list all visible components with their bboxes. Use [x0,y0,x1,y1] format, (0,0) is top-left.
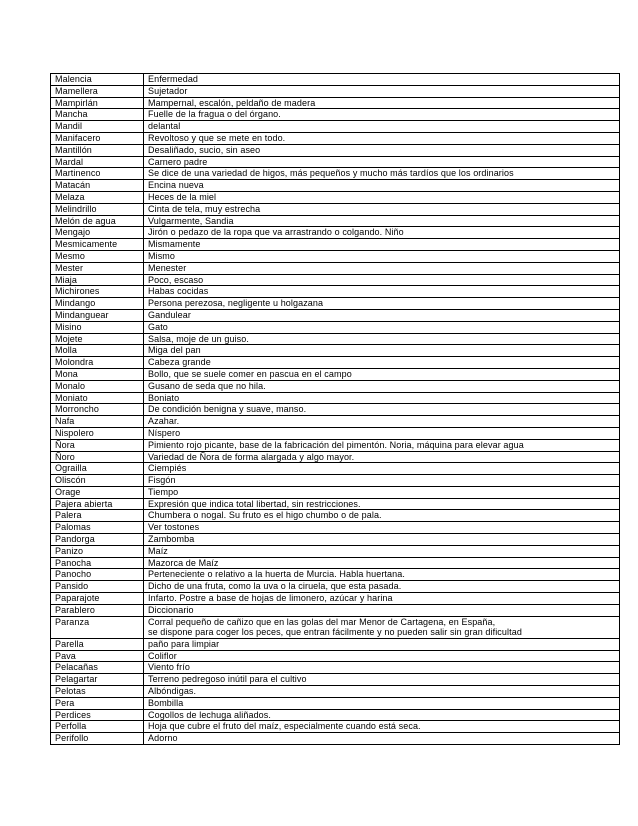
glossary-definition: Ciempiés [144,463,620,475]
glossary-term: Ograilla [51,463,144,475]
glossary-definition: Terreno pedregoso inútil para el cultivo [144,674,620,686]
glossary-row [51,321,620,333]
glossary-definition: Bombilla [144,697,620,709]
glossary-row [51,557,620,569]
glossary-row [51,333,620,345]
glossary-term: Martinenco [51,168,144,180]
glossary-definition: Gusano de seda que no hila. [144,380,620,392]
glossary-definition: Menester [144,262,620,274]
glossary-term: Mesmicamente [51,239,144,251]
glossary-row [51,286,620,298]
glossary-row [51,581,620,593]
glossary-term: Melindrillo [51,203,144,215]
glossary-term: Pera [51,697,144,709]
glossary-row [51,144,620,156]
glossary-term: Mantillón [51,144,144,156]
glossary-definition: Cabeza grande [144,357,620,369]
glossary-term: Mindanguear [51,309,144,321]
glossary-term: Panocho [51,569,144,581]
glossary-row [51,215,620,227]
glossary-row [51,463,620,475]
glossary-term: Parablero [51,604,144,616]
glossary-row [51,392,620,404]
glossary-term: Pandorga [51,534,144,546]
glossary-definition: Hoja que cubre el fruto del maíz, especialmente cuando está seca. [144,721,620,733]
glossary-definition: Maíz [144,545,620,557]
glossary-term: Panocha [51,557,144,569]
glossary-definition: Mismo [144,250,620,262]
glossary-term: Perdices [51,709,144,721]
glossary-definition: Jirón o pedazo de la ropa que va arrastrando o colgando. Niño [144,227,620,239]
glossary-definition: Mismamente [144,239,620,251]
glossary-definition: Níspero [144,427,620,439]
glossary-row [51,733,620,745]
glossary-term: Nispolero [51,427,144,439]
glossary-term: Mardal [51,156,144,168]
glossary-row [51,345,620,357]
glossary-row [51,97,620,109]
glossary-definition: Revoltoso y que se mete en todo. [144,132,620,144]
glossary-row [51,168,620,180]
glossary-row [51,427,620,439]
glossary-term: Morroncho [51,404,144,416]
glossary-row [51,109,620,121]
glossary-definition: Gato [144,321,620,333]
glossary-definition: Se dice de una variedad de higos, más pequeños y mucho más tardíos que los ordinarios [144,168,620,180]
glossary-term: Perfolla [51,721,144,733]
glossary-row [51,309,620,321]
glossary-term: Mona [51,368,144,380]
glossary-term: Mandil [51,121,144,133]
glossary-term: Matacán [51,180,144,192]
glossary-definition: Enfermedad [144,74,620,86]
glossary-term: Nafa [51,416,144,428]
glossary-term: Pava [51,650,144,662]
glossary-row [51,239,620,251]
glossary-row [51,486,620,498]
glossary-definition: Salsa, moje de un guiso. [144,333,620,345]
glossary-definition: Carnero padre [144,156,620,168]
glossary-term: Pelotas [51,686,144,698]
glossary-term: Malencia [51,74,144,86]
glossary-definition: Variedad de Ñora de forma alargada y algo mayor. [144,451,620,463]
glossary-definition: Fuelle de la fragua o del órgano. [144,109,620,121]
glossary-row [51,380,620,392]
glossary-row [51,74,620,86]
glossary-definition: Boniato [144,392,620,404]
glossary-term: Mesmo [51,250,144,262]
glossary-definition: Diccionario [144,604,620,616]
glossary-term: Melón de agua [51,215,144,227]
glossary-body [51,74,620,745]
glossary-term: Molondra [51,357,144,369]
glossary-term: Pansido [51,581,144,593]
glossary-definition: Chumbera o nogal. Su fruto es el higo chumbo o de pala. [144,510,620,522]
glossary-row [51,274,620,286]
glossary-definition: Persona perezosa, negligente u holgazana [144,298,620,310]
glossary-term: Paranza [51,616,144,638]
glossary-definition: Tiempo [144,486,620,498]
glossary-term: Palomas [51,522,144,534]
glossary-row [51,604,620,616]
glossary-row [51,250,620,262]
glossary-row [51,404,620,416]
glossary-definition: Corral pequeño de cañizo que en las golas del mar Menor de Cartagena, en España, se dispone para coger los peces, que entran fácilmente y no pueden salir sin gran dificultad [144,616,620,638]
glossary-row [51,191,620,203]
glossary-row [51,593,620,605]
glossary-row [51,227,620,239]
glossary-term: Misino [51,321,144,333]
glossary-term: Paparajote [51,593,144,605]
glossary-definition: Coliflor [144,650,620,662]
glossary-definition: Cinta de tela, muy estrecha [144,203,620,215]
glossary-term: Ñora [51,439,144,451]
glossary-row [51,156,620,168]
glossary-term: Mamellera [51,85,144,97]
glossary-row [51,416,620,428]
glossary-definition: delantal [144,121,620,133]
glossary-definition: Expresión que indica total libertad, sin restricciones. [144,498,620,510]
glossary-definition: Fisgón [144,475,620,487]
glossary-term: Moniato [51,392,144,404]
glossary-row [51,475,620,487]
glossary-term: Melaza [51,191,144,203]
glossary-definition: Poco, escaso [144,274,620,286]
glossary-term: Mengajo [51,227,144,239]
glossary-term: Monalo [51,380,144,392]
glossary-term: Orage [51,486,144,498]
glossary-row [51,85,620,97]
glossary-row [51,616,620,638]
glossary-definition: Pimiento rojo picante, base de la fabricación del pimentón. Noria, máquina para elevar agua [144,439,620,451]
glossary-definition: Sujetador [144,85,620,97]
glossary-definition: Encina nueva [144,180,620,192]
glossary-row [51,697,620,709]
glossary-definition: Mampernal, escalón, peldaño de madera [144,97,620,109]
glossary-row [51,121,620,133]
glossary-definition: Zambomba [144,534,620,546]
glossary-row [51,439,620,451]
glossary-term: Molla [51,345,144,357]
glossary-row [51,569,620,581]
glossary-term: Miaja [51,274,144,286]
glossary-row [51,522,620,534]
glossary-row [51,368,620,380]
glossary-definition: Miga del pan [144,345,620,357]
glossary-row [51,132,620,144]
glossary-row [51,203,620,215]
glossary-row [51,638,620,650]
glossary-term: Parella [51,638,144,650]
glossary-definition: Vulgarmente, Sandia [144,215,620,227]
glossary-definition: De condición benigna y suave, manso. [144,404,620,416]
glossary-term: Ñoro [51,451,144,463]
glossary-definition: Ver tostones [144,522,620,534]
glossary-row [51,534,620,546]
glossary-definition: paño para limpiar [144,638,620,650]
glossary-row [51,180,620,192]
glossary-term: Mester [51,262,144,274]
glossary-term: Pelagartar [51,674,144,686]
glossary-definition: Gandulear [144,309,620,321]
glossary-definition: Viento frío [144,662,620,674]
glossary-row [51,357,620,369]
glossary-term: Palera [51,510,144,522]
glossary-table [50,73,620,745]
glossary-definition: Cogollos de lechuga aliñados. [144,709,620,721]
glossary-term: Mampirlán [51,97,144,109]
glossary-definition: Bollo, que se suele comer en pascua en el campo [144,368,620,380]
glossary-definition: Adorno [144,733,620,745]
glossary-row [51,451,620,463]
glossary-row [51,650,620,662]
glossary-term: Mancha [51,109,144,121]
glossary-row [51,686,620,698]
glossary-term: Manifacero [51,132,144,144]
glossary-row [51,662,620,674]
glossary-row [51,545,620,557]
glossary-definition: Perteneciente o relativo a la huerta de Murcia. Habla huertana. [144,569,620,581]
glossary-row [51,674,620,686]
glossary-row [51,498,620,510]
glossary-definition: Habas cocidas [144,286,620,298]
glossary-term: Pelacañas [51,662,144,674]
glossary-definition: Infarto. Postre a base de hojas de limonero, azúcar y harina [144,593,620,605]
glossary-definition: Heces de la miel [144,191,620,203]
glossary-definition: Dicho de una fruta, como la uva o la ciruela, que esta pasada. [144,581,620,593]
glossary-row [51,721,620,733]
glossary-term: Mindango [51,298,144,310]
glossary-term: Michirones [51,286,144,298]
glossary-definition: Albóndigas. [144,686,620,698]
glossary-definition: Mazorca de Maíz [144,557,620,569]
glossary-definition: Desaliñado, sucio, sin aseo [144,144,620,156]
glossary-term: Panizo [51,545,144,557]
glossary-definition: Azahar. [144,416,620,428]
glossary-row [51,262,620,274]
glossary-term: Mojete [51,333,144,345]
glossary-row [51,709,620,721]
glossary-term: Pajera abierta [51,498,144,510]
glossary-row [51,298,620,310]
glossary-row [51,510,620,522]
glossary-term: Perifollo [51,733,144,745]
glossary-term: Oliscón [51,475,144,487]
